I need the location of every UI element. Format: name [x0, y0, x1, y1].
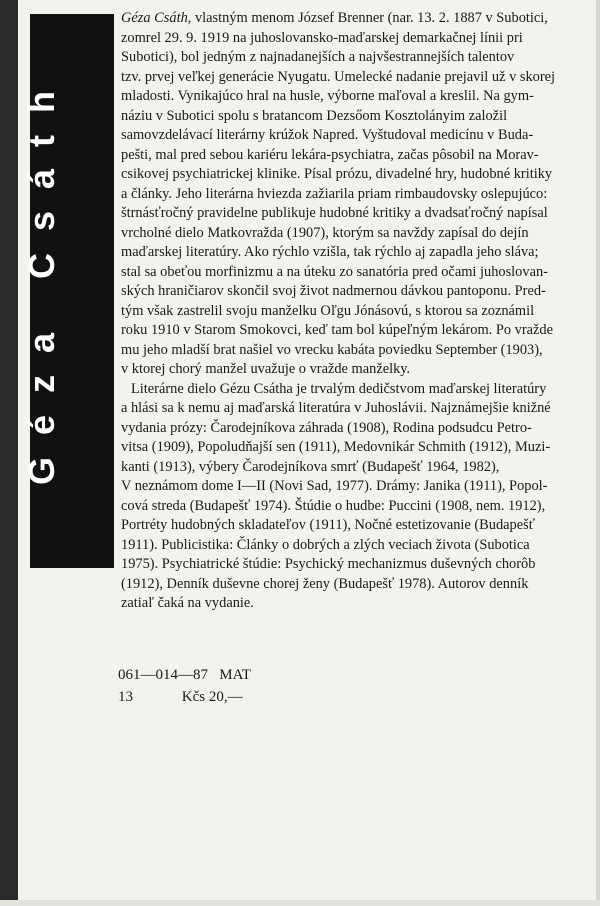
bio-line: maďarskej literatúry. Ako rýchlo vzišla, tak rýchlo aj zapadla jeho sláva; — [121, 244, 539, 260]
bio-line: a hlási sa k nemu aj maďarská literatúra v Juhoslávii. Najznámejšie knižné — [121, 400, 551, 416]
bio-line: ských hraničiarov skončil svoj život nadmernou dávkou pantoponu. Pred- — [121, 283, 546, 299]
bio-line: zatiaľ čaká na vydanie. — [121, 595, 254, 611]
bio-line: Portréty hudobných skladateľov (1911), Nočné estetizovanie (Budapešť — [121, 517, 535, 533]
author-name: Géza Csáth — [121, 10, 188, 26]
catalog-code: 061—014—87 MAT — [118, 667, 251, 683]
bio-line: 1975). Psychiatrické štúdie: Psychický mechanizmus duševných chorôb — [121, 556, 536, 572]
bio-line: 1911). Publicistika: Články o dobrých a zlých veciach života (Subotica — [121, 536, 530, 553]
bio-line: cová streda (Budapešť 1974). Štúdie o hudbe: Puccini (1908, nem. 1912), — [121, 497, 546, 514]
price-line: 13 Kčs 20,— — [118, 689, 243, 705]
bio-line: roku 1910 v Starom Smokovci, keď tam bol kúpeľným lekárom. Po vražde — [121, 322, 554, 338]
bio-line: samovzdelávací literárny krúžok Napred. Vyštudoval medicínu v Buda- — [121, 127, 534, 143]
bio-line: stal sa obeťou morfinizmu a na úteku zo sanatória pred očami juhoslovan- — [121, 263, 548, 280]
biography-text — [121, 9, 587, 614]
bio-line: vitsa (1909), Popoludňajší sen (1911), Medovnikár Schmith (1912), Muzi- — [121, 439, 551, 455]
bio-line: štrnásťročný pravidelne publikuje hudobné kritiky a dvadsaťročný napísal — [121, 205, 548, 221]
bio-line: mu jeho mladší brat našiel vo vrecku kabáta poviedku September (1903), — [121, 341, 543, 358]
bio-line: v ktorej chorý manžel uvažuje o vražde manželky. — [121, 361, 411, 377]
bio-line: (1912), Denník duševne chorej ženy (Budapešť 1978). Autorov denník — [121, 575, 529, 592]
bio-line: vrcholné dielo Matkovražda (1907), ktorým sa navždy zapísal do dejín — [121, 224, 529, 241]
bio-line: mladosti. Vynikajúco hral na husle, výborne maľoval a kreslil. Na gym- — [121, 88, 534, 104]
spine-title: Géza Csáth — [21, 68, 62, 486]
bio-line: kanti (1913), výbery Čarodejníkova smrť (Budapešť 1964, 1982), — [121, 458, 500, 475]
bio-paragraph-1 — [121, 9, 587, 380]
bio-line-first: Géza Csáth, vlastným menom József Brenner (nar. 13. 2. 1887 v Subotici, — [121, 10, 548, 26]
bio-line: pešti, mal pred sebou kariéru lekára-psychiatra, začas pôsobil na Morav- — [121, 146, 539, 163]
bio-line: Subotici), bol jedným z najnadanejších a najvšestrannejších talentov — [121, 49, 515, 65]
bio-line: náziu v Subotici spolu s bratancom Dezsőom Kosztolányim založil — [121, 107, 508, 124]
bio-line: tzv. prvej veľkej generácie Nyugatu. Umelecké nadanie prejavil už v skorej — [121, 68, 556, 85]
bio-line: tým však zastrelil svoju manželku Oľgu Jónásovú, s ktorou sa zoznámil — [121, 302, 535, 319]
bio-line: a články. Jeho literárna hviezda zažiarila priam rimbaudovsky oslepujúco: — [121, 185, 548, 202]
bio-line: V neznámom dome I—II (Novi Sad, 1977). Drámy: Janika (1911), Popol- — [121, 478, 548, 494]
bio-line: vydania prózy: Čarodejníkova záhrada (1908), Rodina podsudcu Petro- — [121, 419, 532, 436]
cover-bottom-edge — [0, 900, 600, 906]
cover-edge-band — [0, 0, 18, 906]
cover-right-edge — [596, 0, 600, 906]
bio-line: Literárne dielo Gézu Csátha je trvalým dedičstvom maďarskej literatúry — [131, 380, 547, 397]
publisher-imprint — [118, 664, 251, 708]
bio-line: zomrel 29. 9. 1919 na juhoslovansko-maďarskej demarkačnej línii pri — [121, 29, 523, 46]
bio-line: csikovej psychiatrickej klinike. Písal prózu, divadelné hry, hudobné kritiky — [121, 166, 553, 182]
bio-paragraph-2 — [121, 380, 587, 614]
